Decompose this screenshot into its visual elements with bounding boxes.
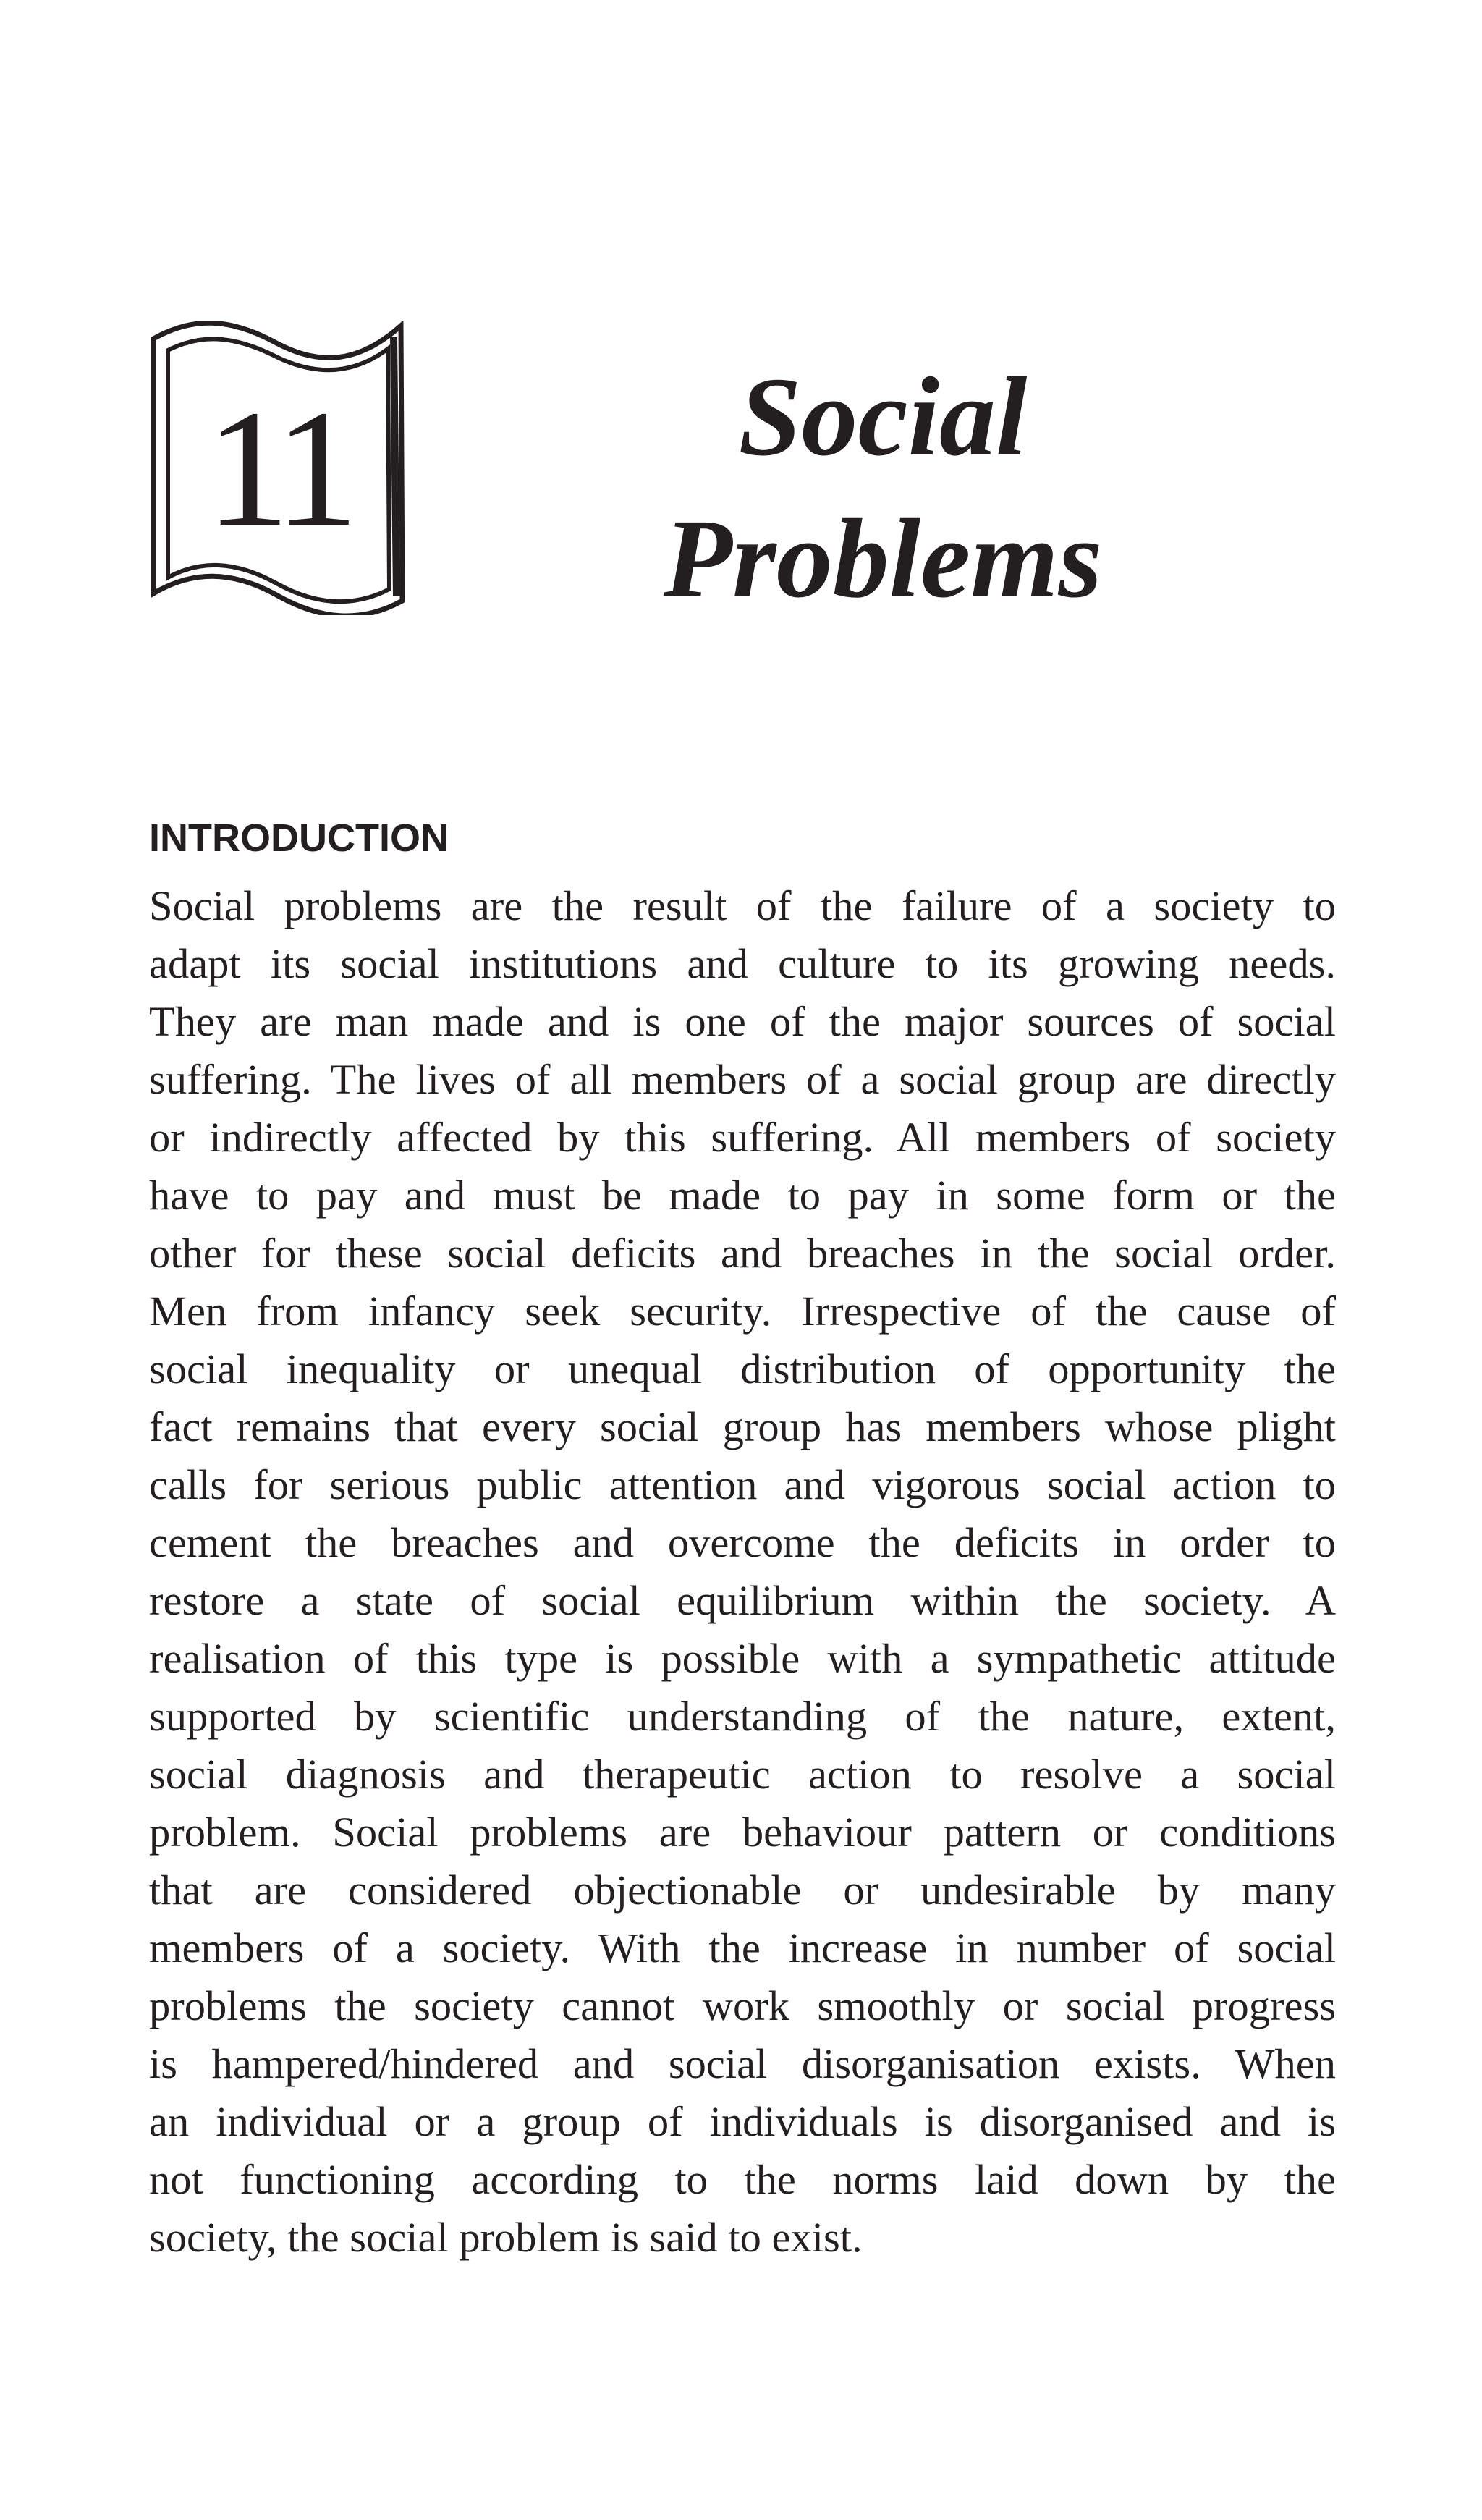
paragraph-line: problems the society cannot work smoothly or social progress — [149, 1982, 1336, 2029]
paragraph-line: supported by scientific understanding of the nature, extent, — [149, 1693, 1336, 1740]
paragraph-line: realisation of this type is possible with a sympathetic attitude — [149, 1635, 1336, 1682]
paragraph-line: calls for serious public attention and vigorous social action to — [149, 1461, 1336, 1508]
paragraph-line: that are considered objectionable or undesirable by many — [149, 1866, 1336, 1914]
chapter-title-line-1: Social — [738, 354, 1028, 479]
paragraph-line: or indirectly affected by this suffering. All members of society — [149, 1114, 1336, 1161]
chapter-title — [593, 346, 1172, 630]
paragraph-line: have to pay and must be made to pay in some form or the — [149, 1172, 1336, 1219]
paragraph-line: fact remains that every social group has members whose plight — [149, 1403, 1336, 1450]
paragraph-line: Social problems are the result of the failure of a society to — [149, 882, 1336, 929]
paragraph-line: society, the social problem is said to exist. — [149, 2214, 863, 2261]
paragraph-line: Men from infancy seek security. Irrespective of the cause of — [149, 1288, 1336, 1335]
chapter-number-badge — [149, 321, 407, 615]
paragraph-line: problem. Social problems are behaviour pattern or conditions — [149, 1809, 1336, 1856]
paragraph-line: social inequality or unequal distribution of opportunity the — [149, 1345, 1336, 1392]
paragraph-line: not functioning according to the norms laid down by the — [149, 2156, 1336, 2203]
section-heading: INTRODUCTION — [149, 816, 449, 860]
paragraph-line: cement the breaches and overcome the deficits in order to — [149, 1519, 1336, 1566]
paragraph-line: They are man made and is one of the major sources of social — [149, 998, 1336, 1045]
intro-paragraph — [149, 877, 1336, 2267]
paragraph-line: adapt its social institutions and culture to its growing needs. — [149, 940, 1336, 987]
paragraph-line: members of a society. With the increase in number of social — [149, 1924, 1336, 1971]
paragraph-line: other for these social deficits and breaches in the social order. — [149, 1230, 1336, 1277]
paragraph-line: social diagnosis and therapeutic action to resolve a social — [149, 1751, 1336, 1798]
chapter-number: 11 — [206, 376, 350, 562]
paragraph-line: an individual or a group of individuals is disorganised and is — [149, 2098, 1336, 2145]
chapter-title-line-2: Problems — [663, 496, 1103, 621]
paragraph-line: is hampered/hindered and social disorganisation exists. When — [149, 2040, 1336, 2087]
paragraph-line: restore a state of social equilibrium within the society. A — [149, 1577, 1336, 1624]
paragraph-line: suffering. The lives of all members of a social group are directly — [149, 1056, 1336, 1103]
